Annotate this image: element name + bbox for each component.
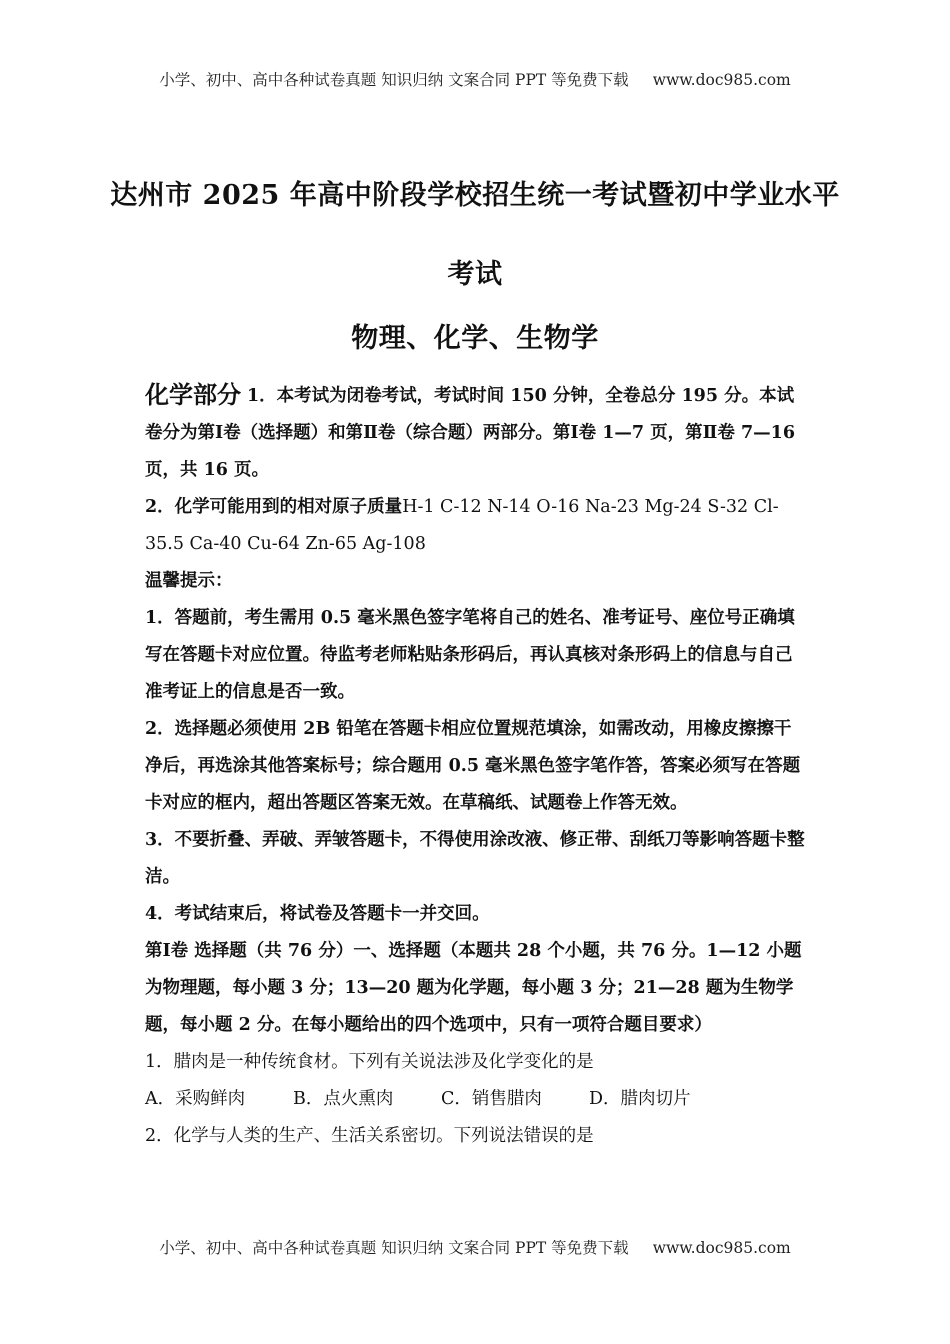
document-body [145, 376, 805, 1155]
part-1-heading: 第Ⅰ卷 选择题（共 76 分）一、选择题（本题共 28 个小题，共 76 分。1—12 小题为物理题，每小题 3 分；13—20 题为化学题，每小题 3 分；21—28 题为生物学题，每小题 2 分。在每小题给出的四个选项中，只有一项符合题目要求） [145, 941, 802, 1035]
note-2-label: 2．化学可能用到的相对原子质量 [145, 497, 403, 517]
note-1-text: 1．本考试为闭卷考试，考试时间 150 分钟，全卷总分 195 分。本试卷分为第Ⅰ卷（选择题）和第Ⅱ卷（综合题）两部分。第Ⅰ卷 1—7 页，第Ⅱ卷 7—16 页，共 16 页。 [145, 386, 796, 480]
exam-title-line-1: 达州市 2025 年高中阶段学校招生统一考试暨初中学业水平 [110, 180, 840, 211]
tips-heading: 温馨提示： [145, 571, 233, 591]
atomic-masses: H-1 C-12 N-14 O-16 Na-23 Mg-24 S-32 Cl-35.5 Ca-40 Cu-64 Zn-65 Ag-108 [145, 497, 779, 554]
exam-subjects-title: 物理、化学、生物学 [351, 323, 599, 354]
option-a: A．采购鲜肉 [145, 1089, 246, 1109]
header-url[interactable]: www.doc985.com [652, 71, 791, 89]
question-1-options [145, 1081, 805, 1118]
exam-note-1 [145, 376, 805, 489]
page-header [0, 68, 950, 90]
question-2-stem: 2．化学与人类的生产、生活关系密切。下列说法错误的是 [145, 1126, 594, 1146]
header-text: 小学、初中、高中各种试卷真题 知识归纳 文案合同 PPT 等免费下载 [159, 71, 629, 89]
tip-2: 2．选择题必须使用 2B 铅笔在答题卡相应位置规范填涂，如需改动，用橡皮擦擦干净后，再选涂其他答案标号；综合题用 0.5 毫米黑色签字笔作答，答案必须写在答题卡对应的框内，超出答题区答案无效。在草稿纸、试题卷上作答无效。 [145, 719, 801, 813]
question-1-stem: 1．腊肉是一种传统食材。下列有关说法涉及化学变化的是 [145, 1052, 594, 1072]
tip-4: 4．考试结束后，将试卷及答题卡一并交回。 [145, 904, 490, 924]
exam-title-line-2: 考试 [447, 259, 503, 290]
footer-url[interactable]: www.doc985.com [652, 1239, 791, 1257]
exam-note-2 [145, 489, 805, 563]
option-c: C．销售腊肉 [441, 1089, 542, 1109]
tip-1: 1．答题前，考生需用 0.5 毫米黑色签字笔将自己的姓名、准考证号、座位号正确填写在答题卡对应位置。待监考老师粘贴条形码后，再认真核对条形码上的信息与自己准考证上的信息是否一致。 [145, 608, 795, 702]
page-footer [0, 1236, 950, 1258]
footer-text: 小学、初中、高中各种试卷真题 知识归纳 文案合同 PPT 等免费下载 [159, 1239, 629, 1257]
section-label: 化学部分 [145, 380, 241, 409]
option-b: B．点火熏肉 [293, 1089, 394, 1109]
option-d: D．腊肉切片 [589, 1089, 691, 1109]
tip-3: 3．不要折叠、弄破、弄皱答题卡，不得使用涂改液、修正带、刮纸刀等影响答题卡整洁。 [145, 830, 805, 887]
